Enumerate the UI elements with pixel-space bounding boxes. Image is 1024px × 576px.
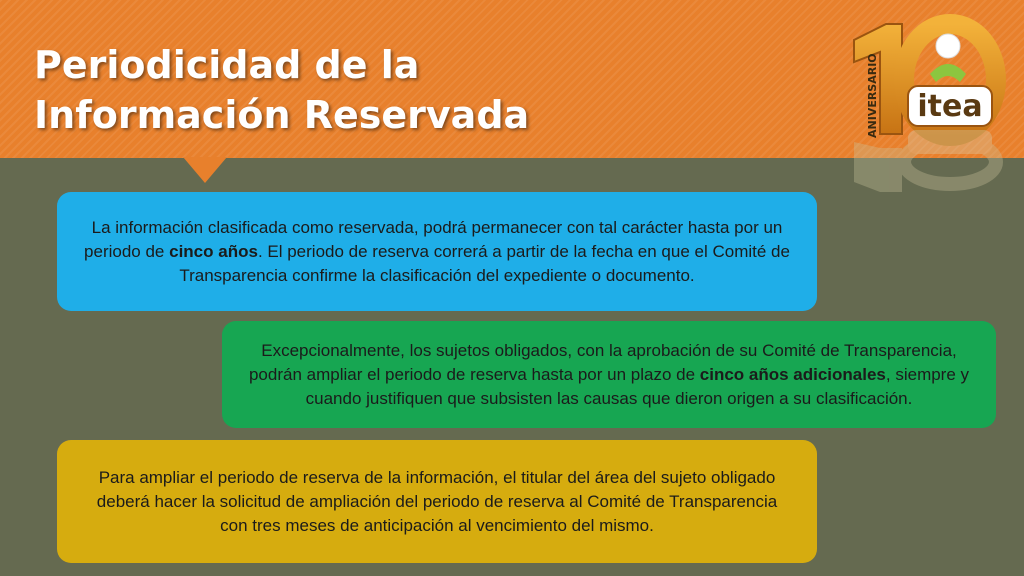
- person-head-icon: [936, 34, 960, 58]
- info-box-extension-request: [57, 440, 817, 563]
- info-text-1-part-b: . El periodo de reserva correrá a partir de la fecha en que el Comité de Transparencia confirme la clasificación del expediente o documento.: [179, 241, 790, 285]
- info-text-2-bold: cinco años adicionales: [699, 364, 886, 384]
- info-text-3: Para ampliar el periodo de reserva de la información, el titular del área del sujeto obligado deberá hacer la solicitud de ampliación del periodo de reserva al Comité de Transparencia con tres meses de anticipación al vencimiento del mismo.: [96, 467, 778, 535]
- title-line-2: Información Reservada: [34, 93, 530, 137]
- info-text-1: [83, 216, 791, 288]
- title-line-1: Periodicidad de la: [34, 43, 420, 87]
- header-pointer: [183, 157, 227, 183]
- itea-anniversary-logo: [844, 10, 1014, 220]
- info-box-extension: [222, 321, 996, 428]
- leaf-icon: [930, 64, 966, 82]
- info-text-2-part-a: Excepcionalmente, los sujetos obligados, con la aprobación de su Comité de Transparencia, podrán ampliar el periodo de reserva hasta por un plazo de: [248, 340, 957, 384]
- brand-text: itea: [917, 89, 983, 124]
- info-text-2: [244, 339, 974, 411]
- page-title: [34, 40, 529, 140]
- info-box-reservation-period: [57, 192, 817, 311]
- info-text-2-part-b: , siempre y cuando justifiquen que subsisten las causas que dieron origen a su clasificación.: [305, 364, 970, 408]
- aniversario-text: ANIVERSARIO: [866, 53, 879, 138]
- info-text-1-part-a: La información clasificada como reservada, podrá permanecer con tal carácter hasta por un periodo de: [84, 217, 783, 261]
- info-text-1-bold: cinco años: [169, 241, 258, 261]
- logo-reflection: [854, 130, 996, 192]
